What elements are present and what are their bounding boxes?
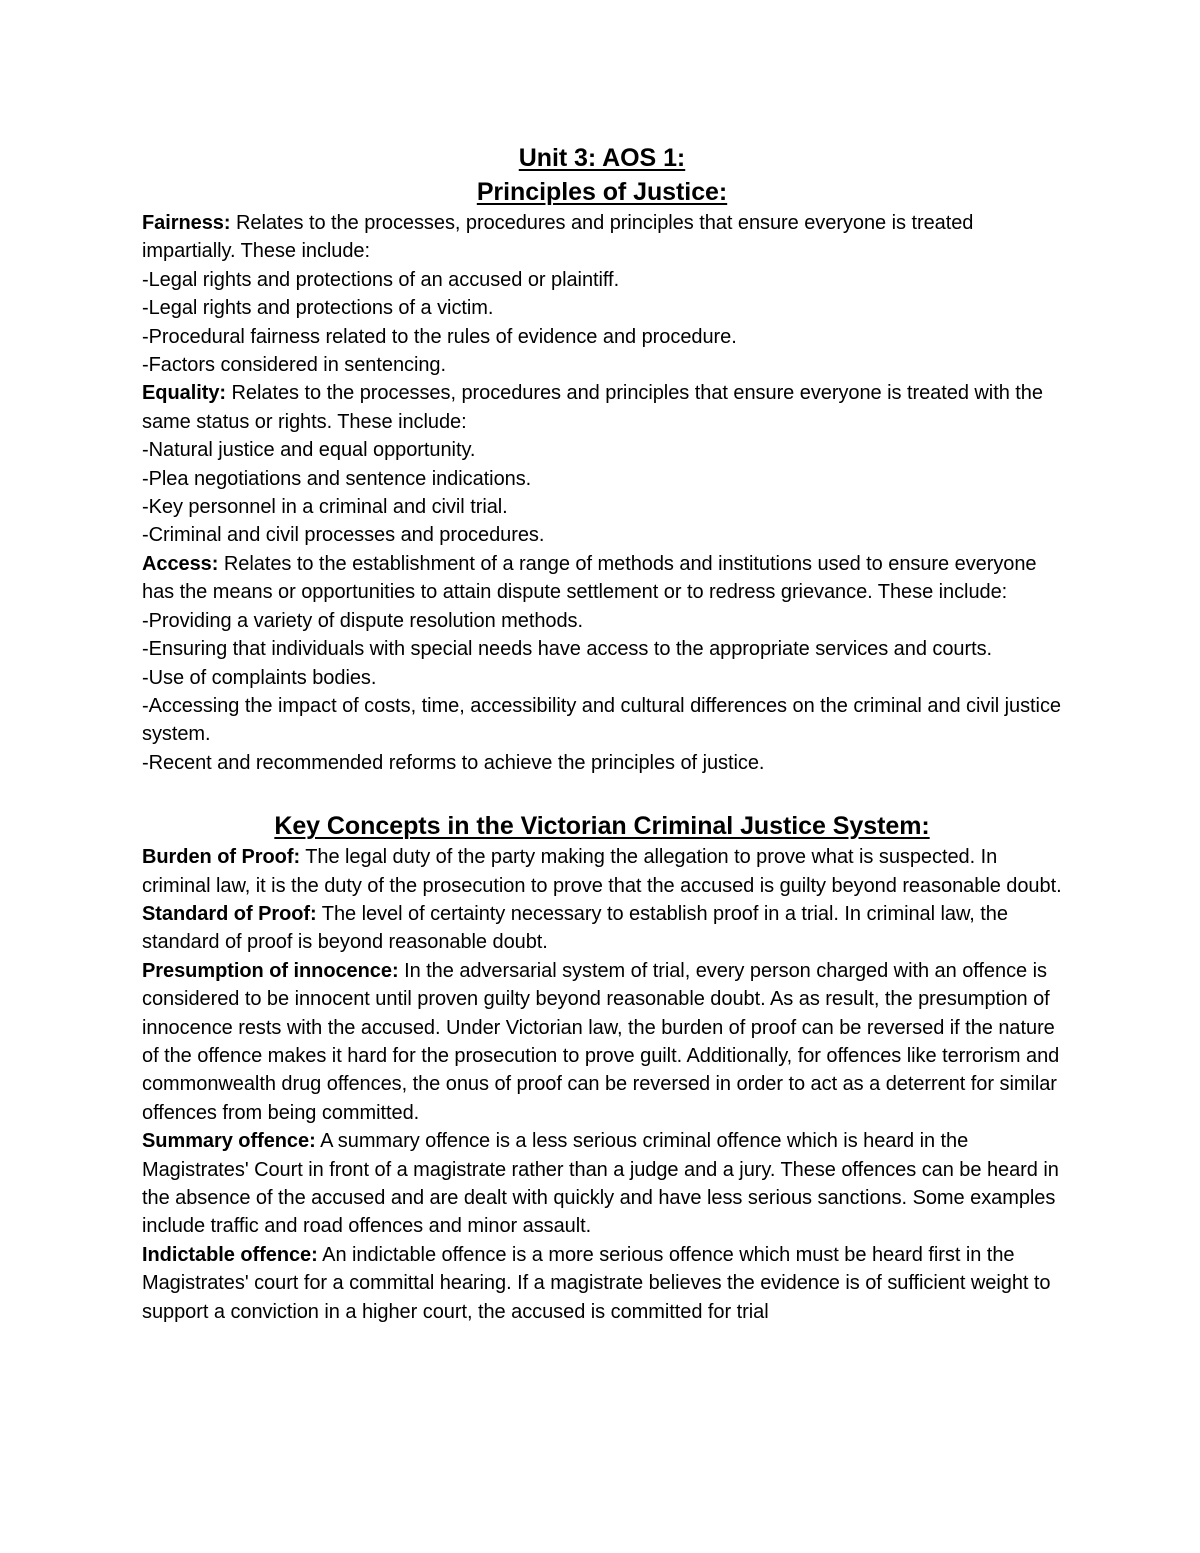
concept-paragraph xyxy=(142,900,1062,957)
concept-term: Indictable offence: xyxy=(142,1243,318,1266)
concept-term: Standard of Proof: xyxy=(142,902,317,925)
principle-text: -Legal rights and protections of a victim. xyxy=(142,297,494,320)
concept-term: Summary offence: xyxy=(142,1130,316,1153)
principle-paragraph xyxy=(142,607,1062,635)
principle-paragraph xyxy=(142,379,1062,436)
principle-paragraph xyxy=(142,550,1062,607)
principle-text: Relates to the establishment of a range of methods and institutions used to ensure everyone has the means or opportunities to attain dispute settlement or to redress grievance. These include: xyxy=(142,552,1037,604)
principle-text: -Providing a variety of dispute resolution methods. xyxy=(142,609,584,632)
principle-paragraph xyxy=(142,635,1062,663)
concept-text: An indictable offence is a more serious offence which must be heard first in the Magistrates' court for a committal hearing. If a magistrate believes the evidence is of sufficient weight to support a conviction in a higher court, the accused is committed for trial xyxy=(142,1243,1051,1323)
principle-text: -Procedural fairness related to the rules of evidence and procedure. xyxy=(142,325,737,348)
principle-text: -Plea negotiations and sentence indications. xyxy=(142,467,532,490)
principle-text: Relates to the processes, procedures and principles that ensure everyone is treated impartially. These include: xyxy=(142,212,974,263)
principle-paragraph xyxy=(142,351,1062,379)
principle-paragraph xyxy=(142,749,1062,777)
section-heading-principles: Principles of Justice: xyxy=(476,178,728,206)
principle-paragraph xyxy=(142,493,1062,521)
section-heading-key-concepts: Key Concepts in the Victorian Criminal Justice System: xyxy=(274,812,930,841)
concept-text: A summary offence is a less serious criminal offence which is heard in the Magistrates' Court in front of a magistrate rather than a judge and a jury. These offences can be heard in the absence of the accused and are dealt with quickly and have less serious sanctions. Some examples include traffic and road offences and minor assault. xyxy=(142,1130,1059,1238)
principle-paragraph xyxy=(142,692,1062,749)
section-key-concepts-body xyxy=(142,843,1062,1326)
concept-text: In the adversarial system of trial, every person charged with an offence is considered to be innocent until proven guilty beyond reasonable doubt. As as result, the presumption of innocence rests with the accused. Under Victorian law, the burden of proof can be reversed if the nature of the offence makes it hard for the prosecution to prove guilt. Additionally, for offences like terrorism and commonwealth drug offences, the onus of proof can be reversed in order to act as a deterrent for similar offences from being committed. xyxy=(142,959,1060,1124)
section-principles-body xyxy=(142,209,1062,777)
principle-term: Equality: xyxy=(142,382,227,405)
concept-term: Burden of Proof: xyxy=(142,846,301,869)
principle-text: -Ensuring that individuals with special needs have access to the appropriate services and courts. xyxy=(142,638,993,661)
principle-term: Fairness: xyxy=(142,212,231,234)
principle-text: -Criminal and civil processes and procedures. xyxy=(142,524,545,547)
principle-term: Access: xyxy=(142,552,219,575)
principle-paragraph xyxy=(142,465,1062,493)
principle-paragraph xyxy=(142,266,1062,294)
principle-paragraph xyxy=(142,294,1062,322)
concept-text: The legal duty of the party making the allegation to prove what is suspected. In criminal law, it is the duty of the prosecution to prove that the accused is guilty beyond reasonable doubt. xyxy=(142,846,1062,897)
principle-paragraph xyxy=(142,323,1062,351)
principle-text: -Legal rights and protections of an accused or plaintiff. xyxy=(142,268,620,291)
principle-text: -Factors considered in sentencing. xyxy=(142,354,447,377)
concept-term: Presumption of innocence: xyxy=(142,959,399,982)
principle-paragraph xyxy=(142,664,1062,692)
principle-paragraph xyxy=(142,521,1062,549)
document-content xyxy=(142,140,1062,1326)
concept-paragraph xyxy=(142,1241,1062,1326)
principle-text: -Accessing the impact of costs, time, accessibility and cultural differences on the criminal and civil justice system. xyxy=(142,694,1061,746)
principle-text: -Recent and recommended reforms to achieve the principles of justice. xyxy=(142,751,765,774)
principle-text: -Natural justice and equal opportunity. xyxy=(142,439,476,462)
concept-text: The level of certainty necessary to establish proof in a trial. In criminal law, the standard of proof is beyond reasonable doubt. xyxy=(142,902,1008,954)
principle-text: -Use of complaints bodies. xyxy=(142,666,377,689)
document-title: Unit 3: AOS 1: xyxy=(518,144,686,172)
principle-text: Relates to the processes, procedures and principles that ensure everyone is treated with the same status or rights. These include: xyxy=(142,382,1043,433)
concept-paragraph xyxy=(142,957,1062,1127)
concept-paragraph xyxy=(142,843,1062,900)
principle-text: -Key personnel in a criminal and civil trial. xyxy=(142,496,508,519)
principle-paragraph xyxy=(142,436,1062,464)
concept-paragraph xyxy=(142,1127,1062,1241)
principle-paragraph xyxy=(142,209,1062,266)
